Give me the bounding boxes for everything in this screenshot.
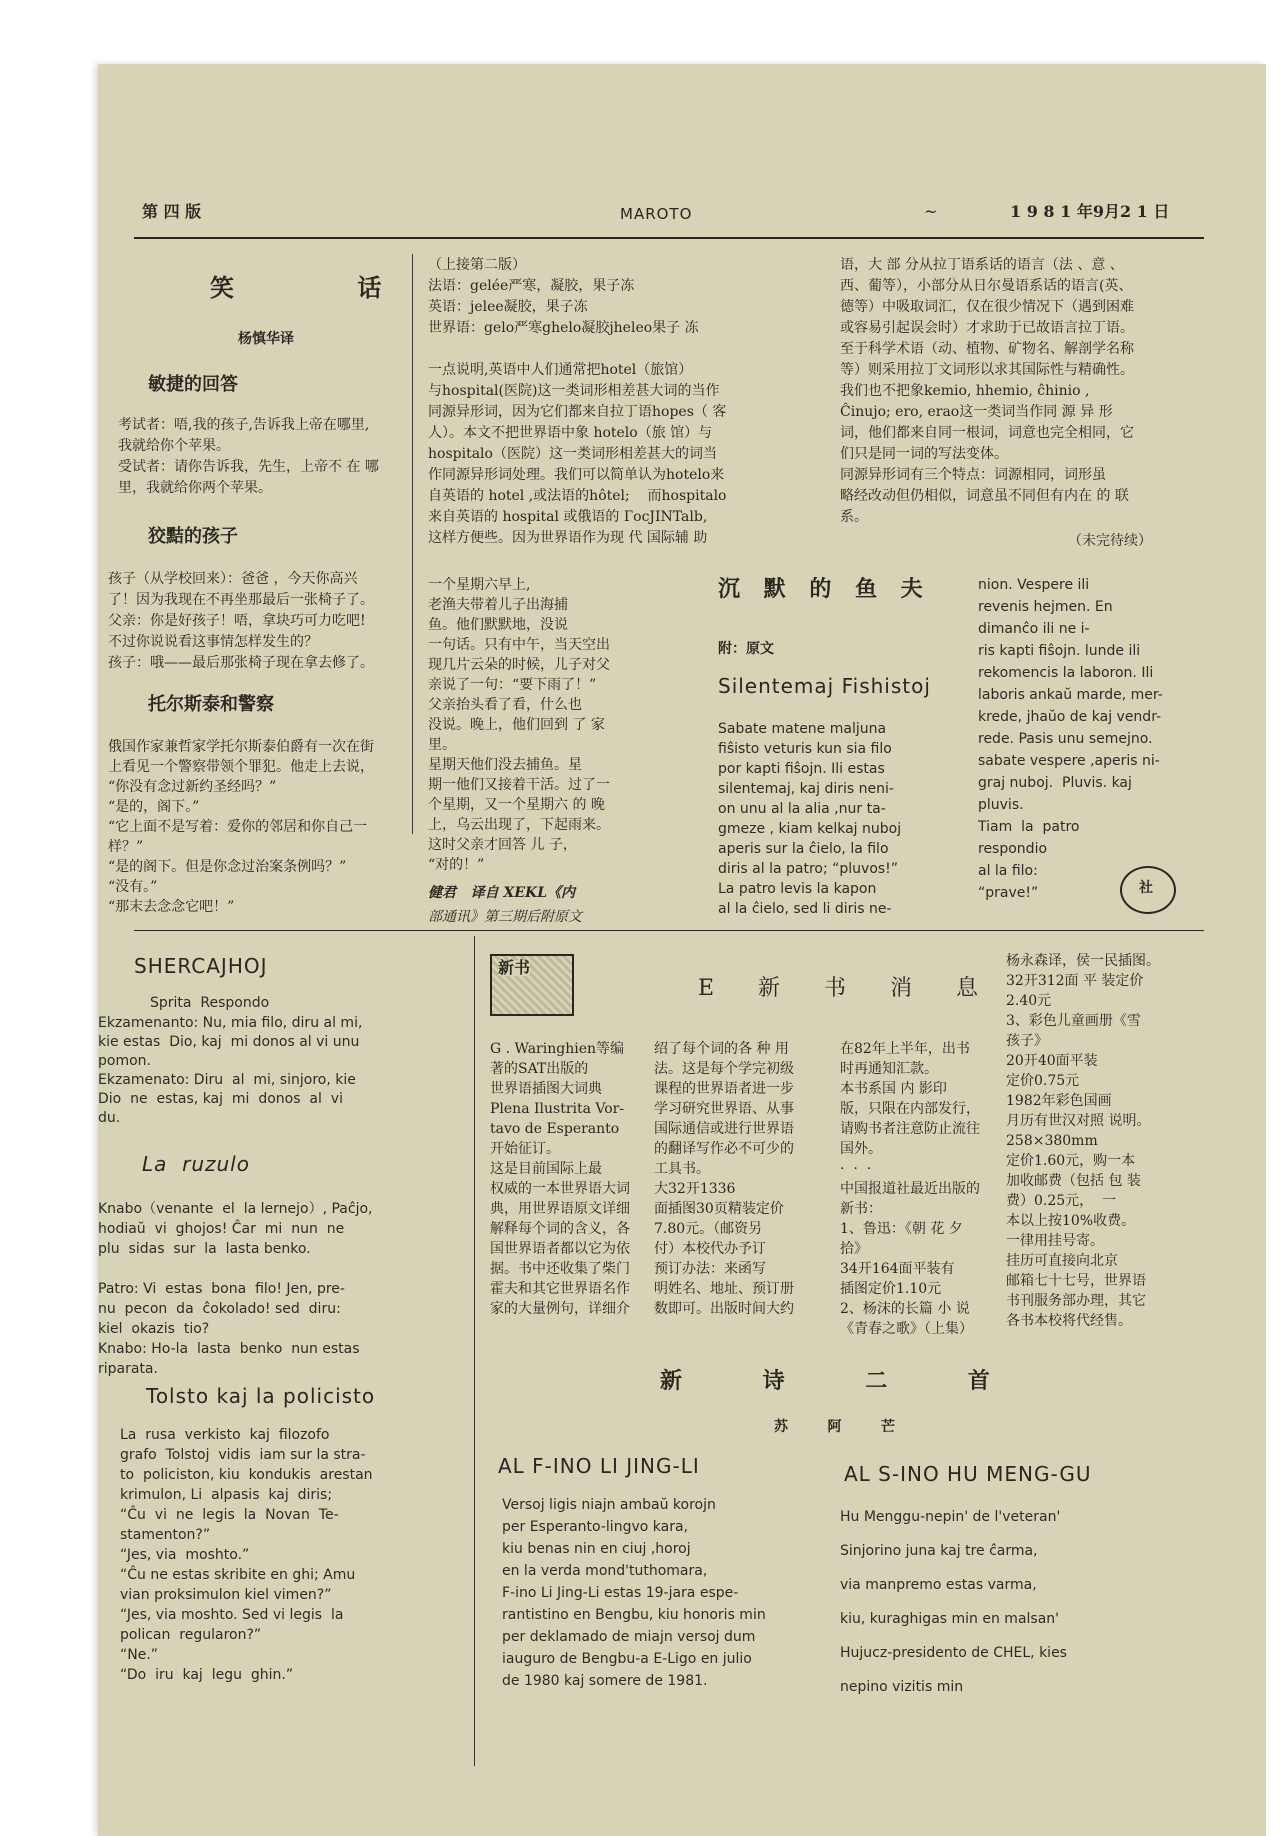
text-line: 孩子：哦——最后那张椅子现在拿去修了。 [108,655,374,671]
text-line: Ekzamenato: Diru al mi, sinjoro, kie [98,1072,356,1088]
text-line: 国世界语者都以它为依 [490,1241,630,1257]
text-line: 我们也不把象kemio, hhemio, ĉhinio , [840,383,1090,399]
text-line: 时再通知汇款。 [840,1061,938,1077]
text-line: 解释每个词的含义，各 [490,1221,630,1237]
text-line: de 1980 kaj somere de 1981. [502,1673,708,1689]
text-line: pluvis. [978,797,1024,813]
text-line: “Ĉu vi ne legis la Novan Te- [120,1507,339,1523]
text-line: 加收邮费（包括 包 装 [1006,1173,1141,1189]
text-line: respondio [978,841,1048,857]
text-line: 新书： [840,1201,882,1217]
text-line: 挂历可直接向北京 [1006,1253,1118,1269]
text-line: 鱼。他们默默地，没说 [428,617,568,633]
text-line: 英语：jelee凝胶，果子冻 [428,299,588,315]
text-line: “是的，阁下。” [108,799,200,815]
text-line: 与hospital(医院)这一类词形相差甚大词的当作 [428,383,720,399]
text-line: 杨永森译，侯一民插图。 [1006,953,1160,969]
poem-author: 苏 阿 芒 [774,1419,899,1435]
text-line: 课程的世界语者进一步 [654,1081,794,1097]
text-line: 据。书中还收集了柴门 [490,1261,630,1277]
joke3-heading: 托尔斯泰和警察 [148,694,274,715]
text-line: nepino vizitis min [840,1679,964,1695]
text-line: per deklamado de miajn versoj dum [502,1629,756,1645]
text-line: Dio ne estas, kaj mi donos al vi [98,1091,343,1107]
masthead-rule [134,237,1204,239]
to-be-continued: （未完待续） [1068,533,1152,549]
text-line: sabate vespere ,aperis ni- [978,753,1160,769]
fisher-eo-title: Silentemaj Fishistoj [718,674,931,698]
text-line: 1982年彩色国画 [1006,1093,1112,1109]
text-line: 本以上按10%收费。 [1006,1213,1136,1229]
text-line: krimulon, Li alpasis kaj diris; [120,1487,333,1503]
text-line: tavo de Esperanto [490,1121,620,1137]
text-line: 个星期，又一个星期六 的 晚 [428,797,605,813]
text-line: 父亲抬头看了看，什么也 [428,697,582,713]
text-line: · · · [840,1161,872,1177]
issue-date: 1 9 8 1 年9月2 1 日 [1010,202,1170,221]
text-line: 一律用挂号寄。 [1006,1233,1104,1249]
xiaohua-translator: 杨慎华译 [238,331,294,347]
text-line: 绍了每个词的各 种 用 [654,1041,789,1057]
text-line: kiu, kuraghigas min en malsan' [840,1611,1060,1627]
poem1-title: AL F-INO LI JING-LI [498,1454,700,1478]
text-line: nion. Vespere ili [978,577,1090,593]
text-line: 预订办法：来函写 [654,1261,766,1277]
text-line: 至于科学术语（动、植物、矿物名、解剖学名称 [840,341,1134,357]
page-number: 第 四 版 [142,202,202,221]
text-line: 典，用世界语原文详细 [490,1201,630,1217]
text-line: dimanĉo ili ne i- [978,621,1090,637]
text-line: 付）本校代办予订 [654,1241,766,1257]
seal-stamp: 社 [1120,866,1176,914]
text-line: “Do iru kaj legu ghin.” [120,1667,294,1683]
text-line: 32开312面 平 装定价 [1006,973,1144,989]
text-line: 书刊服务部办理，其它 [1006,1293,1146,1309]
text-line: diris al la patro; “pluvos!” [718,861,899,877]
text-line: 《青春之歌》（上集） [840,1321,973,1337]
text-line: Tiam la patro [978,819,1080,835]
text-line: 父亲：你是好孩子！唔，拿块巧可力吃吧! [108,613,366,629]
masthead-title: MAROTO [620,205,693,223]
text-line: gmeze , kiam kelkaj nuboj [718,821,902,837]
text-line: 来自英语的 hospital 或俄语的 ГосJINTalb, [428,509,708,525]
text-line: 德等）中吸取词汇，仅在很少情况下（遇到困难 [840,299,1134,315]
text-line: 或容易引起误会时）才求助于已故语言拉丁语。 [840,320,1134,336]
text-line: rede. Pasis unu semejno. [978,731,1153,747]
text-line: kiu benas nin en ciuj ,horoj [502,1541,691,1557]
text-line: hospitalo（医院）这一类词形相差甚大的词当 [428,446,717,462]
text-line: al la ĉielo, sed li diris ne- [718,901,892,917]
text-line: 同源异形词有三个特点：词源相同，词形虽 [840,467,1106,483]
news-title: E 新 书 消 息 [698,976,989,1001]
text-line: kie estas Dio, kaj mi donos al vi unu [98,1034,360,1050]
text-line: 霍夫和其它世界语名作 [490,1281,630,1297]
text-line: 世界语插图大词典 [490,1081,602,1097]
text-line: Ĉinujo; ero, erao这一类词当作同 源 异 形 [840,404,1113,420]
text-line: fiŝisto veturis kun sia filo [718,741,892,757]
text-line: ris kapti fiŝojn. lunde ili [978,643,1141,659]
text-line: 系。 [840,509,868,525]
text-line: aperis sur la ĉielo, la filo [718,841,889,857]
text-line: 语，大 部 分从拉丁语系话的语言（法 、意 、 [840,257,1124,273]
text-line: 拾》 [840,1241,868,1257]
text-line: Versoj ligis niajn ambaŭ korojn [502,1497,716,1513]
column-divider-2 [474,936,475,1766]
text-line: 我就给你个苹果。 [118,438,230,454]
text-line: 版，只限在内部发行， [840,1101,980,1117]
text-line: Hujucz-presidento de CHEL, kies [840,1645,1067,1661]
text-line: riparata. [98,1361,158,1377]
joke1-heading: 敏捷的回答 [148,374,238,395]
text-line: plu sidas sur la lasta benko. [98,1241,311,1257]
text-line: por kapti fiŝojn. Ili estas [718,761,885,777]
text-line: 一点说明,英语中人们通常把hotel（旅馆） [428,362,693,378]
text-line: 20开40面平装 [1006,1053,1098,1069]
text-line: 法语：gelée严寒，凝胶，果子冻 [428,278,635,294]
text-line: revenis hejmen. En [978,599,1113,615]
text-line: kiel okazis tio? [98,1321,210,1337]
text-line: 月历有世汉对照 说明。 [1006,1113,1151,1129]
text-line: 学习研究世界语、从事 [654,1101,794,1117]
text-line: 著的SAT出版的 [490,1061,589,1077]
text-line: 孩子（从学校回来）：爸爸 ，今天你高兴 [108,571,358,587]
text-line: 受试者：请你告诉我，先生，上帝不 在 哪 [118,459,379,475]
text-line: 明姓名、地址、预订册 [654,1281,794,1297]
text-line: iauguro de Bengbu-a E-Ligo en julio [502,1651,752,1667]
text-line: via manpremo estas varma, [840,1577,1037,1593]
text-line: 俄国作家兼哲家学托尔斯泰伯爵有一次在街 [108,739,374,755]
text-line: krede, jhaŭo de kaj vendr- [978,709,1162,725]
text-line: 各书本校将代经售。 [1006,1313,1132,1329]
text-line: 大32开1336 [654,1181,736,1197]
text-line: Hu Menggu-nepin' de l'veteran' [840,1509,1061,1525]
text-line: La patro levis la kapon [718,881,877,897]
ruzulo-heading: La ruzulo [142,1152,250,1176]
text-line: 期一他们又接着干活。过了一 [428,777,610,793]
text-line: Sabate matene maljuna [718,721,887,737]
text-line: 了！因为我现在不再坐那最后一张椅子了。 [108,592,374,608]
text-line: 34开164面平装有 [840,1261,955,1277]
text-line: 2.40元 [1006,993,1052,1009]
text-line: to policiston, kiu kondukis arestan [120,1467,373,1483]
text-line: （上接第二版） [428,257,526,273]
text-line: 一个星期六早上, [428,577,531,593]
text-line: “Ne.” [120,1647,159,1663]
text-line: 本书系国 内 影印 [840,1081,947,1097]
text-line: 7.80元。（邮资另 [654,1221,763,1237]
text-line: “对的！” [428,857,485,873]
text-line: Sinjorino juna kaj tre ĉarma, [840,1543,1038,1559]
text-line: 西、葡等），小部分从日尔曼语系话的语言(英、 [840,278,1133,294]
text-line: 考试者：唔,我的孩子,告诉我上帝在哪里, [118,417,370,433]
text-line: pomon. [98,1053,151,1069]
text-line: 1、鲁迅：《朝 花 夕 [840,1221,963,1237]
text-line: 这是目前国际上最 [490,1161,602,1177]
text-line: silentemaj, kaj diris neni- [718,781,894,797]
text-line: “prave!” [978,885,1039,901]
text-line: vian proksimulon kiel vimen?” [120,1587,332,1603]
text-line: hodiaŭ vi ghojos! Ĉar mi nun ne [98,1221,345,1237]
text-line: 世界语：gelo严寒ghelo凝胶jheleo果子 冻 [428,320,699,336]
text-line: 星期天他们没去捕鱼。星 [428,757,582,773]
text-line: “你没有念过新约圣经吗？” [108,779,277,795]
text-line: 词，他们都来自同一根词，词意也完全相同，它 [840,425,1134,441]
text-line: 不过你说说看这事情怎样发生的？ [108,634,318,650]
sprita-heading: Sprita Respondo [150,995,270,1011]
text-line: 在82年上半年，出书 [840,1041,970,1057]
column-divider [412,254,413,834]
text-line: “Ĉu ne estas skribite en ghi; Amu [120,1567,356,1583]
poem2-title: AL S-INO HU MENG-GU [844,1462,1092,1486]
tolsto-heading: Tolsto kaj la policisto [146,1384,376,1408]
text-line: 老渔夫带着儿子出海捕 [428,597,568,613]
text-line: “它上面不是写着：爱你的邻居和你自己一 [108,819,368,835]
text-line: 面插图30页精装定价 [654,1201,784,1217]
text-line: 上看见一个警察带领个罪犯。他走上去说， [108,759,374,775]
xiaohua-title: 笑 话 [210,273,400,302]
text-line: 的翻译写作必不可少的 [654,1141,794,1157]
text-line: stamenton?” [120,1527,211,1543]
text-line: 人）。本文不把世界语中象 hotelo（旅 馆）与 [428,425,713,441]
text-line: 2、杨沫的长篇 小 说 [840,1301,970,1317]
text-line: 略经改动但仍相似，词意虽不同但有内在 的 联 [840,488,1129,504]
text-line: 一句话。只有中午，当天空出 [428,637,610,653]
newspaper-page [98,64,1266,1836]
text-line: 国际通信或进行世界语 [654,1121,794,1137]
fisher-title: 沉 默 的 鱼 夫 [718,576,931,602]
text-line: 家的大量例句，详细介 [490,1301,630,1317]
text-line: 作同源异形词处理。我们可以简单认为hotelo来 [428,467,725,483]
text-line: du. [98,1110,121,1126]
text-line: 请购书者注意防止流往 [840,1121,980,1137]
text-line: 定价1.60元，购一本 [1006,1153,1136,1169]
fisher-credit: 健君 译自 XEKL《内 [428,885,576,901]
text-line: graj nuboj. Pluvis. kaj [978,775,1132,791]
shercajhoj-title: SHERCAJHOJ [134,954,268,978]
text-line: 定价0.75元 [1006,1073,1080,1089]
new-books-icon: 新书 [490,954,574,1016]
text-line: on unu al la alia ,nur ta- [718,801,886,817]
text-line: Knabo（venante el la lernejo）, Paĉjo, [98,1201,373,1217]
text-line: Knabo: Ho-la lasta benko nun estas [98,1341,360,1357]
text-line: 3、彩色儿童画册《雪 [1006,1013,1141,1029]
masthead-mark: ~ [924,202,938,221]
text-line: 上，乌云出现了，下起雨来。 [428,817,610,833]
text-line: grafo Tolstoj vidis iam sur la stra- [120,1447,366,1463]
text-line: polican regularon?” [120,1627,262,1643]
text-line: 亲说了一句：“要下雨了！” [428,677,597,693]
text-line: 孩子》 [1006,1033,1048,1049]
text-line: Ekzamenanto: Nu, mia filo, diru al mi, [98,1015,363,1031]
joke2-heading: 狡黠的孩子 [148,526,238,547]
text-line: rantistino en Bengbu, kiu honoris min [502,1607,766,1623]
text-line: al la filo: [978,863,1038,879]
fisher-credit-source: 部通讯》第三期后附原文 [428,909,582,925]
text-line: 现几片云朵的时候，儿子对父 [428,657,610,673]
text-line: La rusa verkisto kaj filozofo [120,1427,330,1443]
text-line: 没说。晚上，他们回到 了 家 [428,717,605,733]
text-line: 这样方便些。因为世界语作为现 代 国际辅 助 [428,530,708,546]
text-line: 开始征订。 [490,1141,560,1157]
text-line: “那末去念念它吧！” [108,899,235,915]
text-line: “Jes, via moshto. Sed vi legis la [120,1607,344,1623]
section-rule [134,930,1204,931]
text-line: Patro: Vi estas bona filo! Jen, pre- [98,1281,345,1297]
text-line: nu pecon da ĉokolado! sed diru: [98,1301,341,1317]
text-line: “Jes, via moshto.” [120,1547,250,1563]
text-line: 自英语的 hotel ,或法语的hôtel; 而hospitalo [428,488,727,504]
text-line: 里。 [428,737,456,753]
text-line: 同源异形词，因为它们都来自拉丁语hopes（ 客 [428,404,727,420]
text-line: 法。这是每个学完初级 [654,1061,794,1077]
text-line: laboris ankaŭ marde, mer- [978,687,1163,703]
fisher-original-label: 附：原文 [718,641,774,657]
text-line: 费）0.25元， 一 [1006,1193,1117,1209]
text-line: “是的阁下。但是你念过治案条例吗？” [108,859,347,875]
text-line: rekomencis la laboron. Ili [978,665,1154,681]
text-line: 插图定价1.10元 [840,1281,942,1297]
text-line: 权威的一本世界语大词 [490,1181,630,1197]
text-line: en la verda mond'tuthomara, [502,1563,708,1579]
text-line: 中国报道社最近出版的 [840,1181,980,1197]
text-line: 这时父亲才回答 儿 子， [428,837,577,853]
text-line: 258×380mm [1006,1133,1098,1149]
text-line: G . Waringhien等编 [490,1041,624,1057]
text-line: 们只是同一词的写法变体。 [840,446,1008,462]
text-line: 等）则采用拉丁文词形以求其国际性与精确性。 [840,362,1134,378]
text-line: 样？” [108,839,144,855]
poem-title: 新 诗 二 首 [660,1368,1000,1394]
text-line: per Esperanto-lingvo kara, [502,1519,688,1535]
text-line: Plena Ilustrita Vor- [490,1101,625,1117]
text-line: 工具书。 [654,1161,710,1177]
text-line: F-ino Li Jing-Li estas 19-jara espe- [502,1585,739,1601]
text-line: “没有。” [108,879,158,895]
text-line: 数即可。出版时间大约 [654,1301,794,1317]
text-line: 国外。 [840,1141,882,1157]
text-line: 邮箱七十七号，世界语 [1006,1273,1146,1289]
text-line: 里，我就给你两个苹果。 [118,480,272,496]
